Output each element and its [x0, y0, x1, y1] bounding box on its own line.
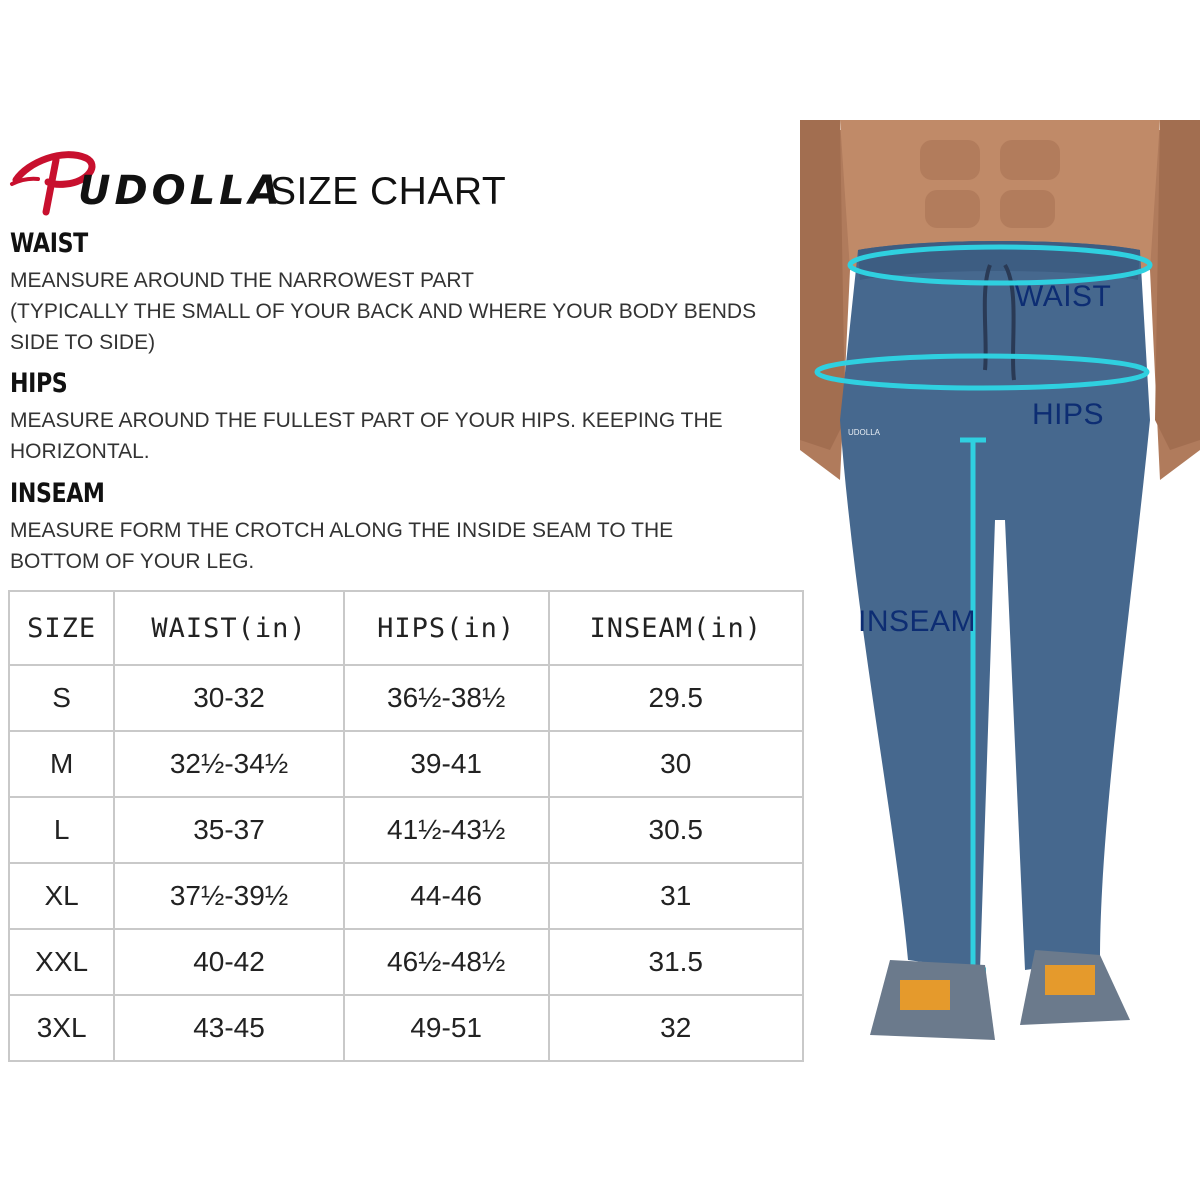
waist-label: WAIST	[1015, 280, 1112, 313]
page-title: SIZE CHART	[270, 170, 507, 213]
header-size: SIZE	[9, 591, 114, 665]
cell-size: M	[9, 731, 114, 797]
waist-heading: WAIST	[10, 228, 88, 259]
cell-waist: 40-42	[114, 929, 344, 995]
table-row	[9, 863, 803, 929]
header-inseam: INSEAM(in)	[549, 591, 803, 665]
cell-size: XXL	[9, 929, 114, 995]
hips-line-2: HORIZONTAL.	[10, 440, 150, 463]
size-table	[8, 590, 804, 1062]
waist-line-1: MEANSURE AROUND THE NARROWEST PART	[10, 269, 475, 292]
inseam-line-2: BOTTOM OF YOUR LEG.	[10, 550, 255, 573]
cell-hips: 44-46	[344, 863, 549, 929]
cell-inseam: 31.5	[549, 929, 803, 995]
cell-inseam: 32	[549, 995, 803, 1061]
model-illustration	[800, 120, 1200, 1200]
table-row	[9, 995, 803, 1061]
cell-waist: 32½-34½	[114, 731, 344, 797]
waist-line-3: SIDE TO SIDE)	[10, 331, 156, 354]
hips-heading: HIPS	[10, 368, 68, 399]
model-photo	[800, 120, 1200, 1200]
inseam-line-1: MEASURE FORM THE CROTCH ALONG THE INSIDE SEAM TO THE	[10, 519, 674, 542]
table-row	[9, 731, 803, 797]
cell-hips: 36½-38½	[344, 665, 549, 731]
hips-description	[10, 405, 790, 467]
cell-hips: 41½-43½	[344, 797, 549, 863]
inseam-heading: INSEAM	[10, 478, 105, 509]
hips-label: HIPS	[1032, 398, 1105, 431]
cell-hips: 49-51	[344, 995, 549, 1061]
cell-hips: 39-41	[344, 731, 549, 797]
brand-name: UDOLLA	[78, 168, 284, 214]
cell-waist: 35-37	[114, 797, 344, 863]
cell-inseam: 29.5	[549, 665, 803, 731]
cell-inseam: 30	[549, 731, 803, 797]
header-hips: HIPS(in)	[344, 591, 549, 665]
cell-inseam: 31	[549, 863, 803, 929]
cell-inseam: 30.5	[549, 797, 803, 863]
inseam-label: INSEAM	[858, 605, 977, 638]
table-row	[9, 929, 803, 995]
cell-size: 3XL	[9, 995, 114, 1061]
table-row	[9, 665, 803, 731]
cell-waist: 37½-39½	[114, 863, 344, 929]
table-row	[9, 797, 803, 863]
cell-size: L	[9, 797, 114, 863]
pant-logo: UDOLLA	[848, 428, 881, 437]
header-waist: WAIST(in)	[114, 591, 344, 665]
waist-line-2: (TYPICALLY THE SMALL OF YOUR BACK AND WHERE YOUR BODY BENDS	[10, 300, 757, 323]
cell-hips: 46½-48½	[344, 929, 549, 995]
cell-size: S	[9, 665, 114, 731]
inseam-description	[10, 515, 790, 577]
cell-waist: 43-45	[114, 995, 344, 1061]
table-header-row	[9, 591, 803, 665]
hips-line-1: MEASURE AROUND THE FULLEST PART OF YOUR HIPS. KEEPING THE	[10, 409, 723, 432]
waist-description	[10, 265, 790, 358]
cell-waist: 30-32	[114, 665, 344, 731]
cell-size: XL	[9, 863, 114, 929]
